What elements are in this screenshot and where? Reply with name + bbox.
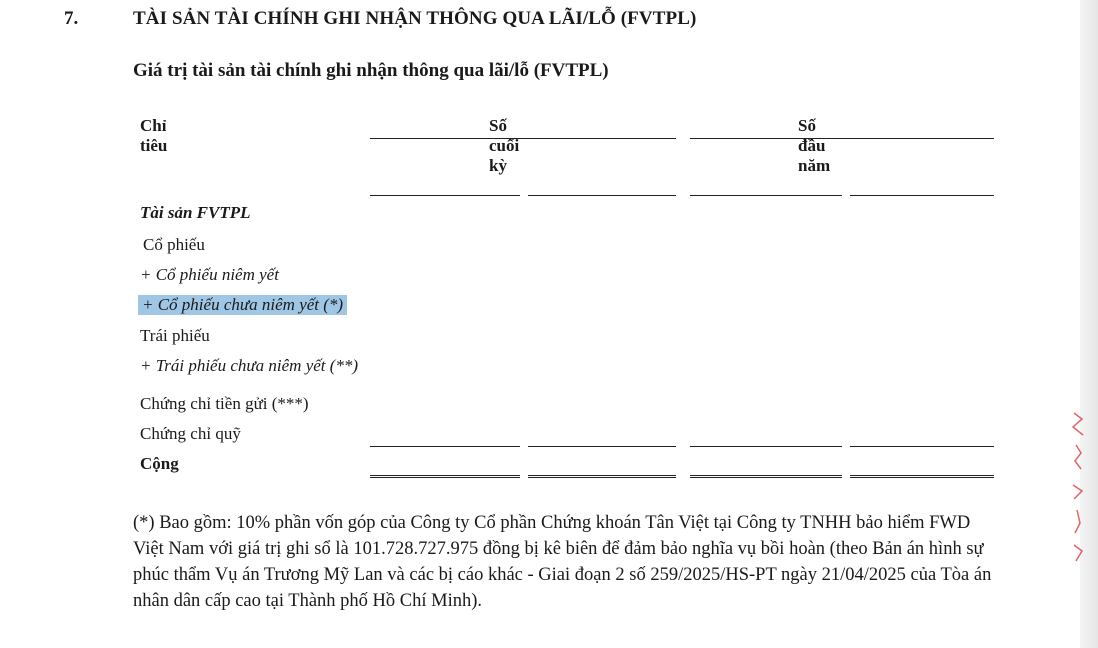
row-label-listed-shares: + Cổ phiếu niêm yết [140, 265, 279, 284]
header-underline [370, 195, 520, 196]
table-subtitle: Giá trị tài sản tài chính ghi nhận thông qua lãi/lỗ (FVTPL) [133, 60, 609, 81]
group-header-end: Số cuối kỳ [489, 116, 520, 175]
header-underline [528, 195, 676, 196]
total-top-rule [370, 446, 520, 447]
row-label-fvtpl: Tài sản FVTPL [140, 203, 251, 222]
row-label-total: Cộng [140, 454, 179, 473]
group-underline [690, 138, 994, 139]
footnote: (*) Bao gồm: 10% phần vốn góp của Công ty Cổ phần Chứng khoán Tân Việt tại Công ty TNHH bảo hiểm FWD Việt Nam với giá trị ghi sổ là 101.728.727.975 đồng bị kê biên để đảm bảo nghĩa vụ bồi hoàn (theo Bản án hình sự phúc thẩm Vụ án Trương Mỹ Lan và các bị cáo khác - Giai đoạn 2 số 259/2025/HS-PT ngày 21/04/2025 của Tòa án nhân dân cấp cao tại Thành phố Hồ Chí Minh). [133, 513, 992, 611]
row-label-unlisted-shares: + Cổ phiếu chưa niêm yết (*) [138, 295, 347, 315]
total-bottom-rule [690, 475, 842, 478]
header-underline [690, 195, 842, 196]
group-underline [370, 138, 676, 139]
total-top-rule [690, 446, 842, 447]
header-underline [850, 195, 994, 196]
section-title: TÀI SẢN TÀI CHÍNH GHI NHẬN THÔNG QUA LÃI/LỖ (FVTPL) [133, 8, 697, 29]
row-label-fund-certificates: Chứng chỉ quỹ [140, 424, 241, 443]
col-header-label: Chỉ tiêu [140, 116, 168, 155]
total-top-rule [850, 446, 994, 447]
total-bottom-rule [850, 475, 994, 478]
row-label-unlisted-bonds: + Trái phiếu chưa niêm yết (**) [140, 356, 359, 375]
stamp-mark-icon [1068, 405, 1088, 575]
row-label-bonds: Trái phiếu [140, 326, 210, 345]
row-label-shares: Cổ phiếu [143, 235, 205, 254]
total-bottom-rule [370, 475, 520, 478]
total-bottom-rule [528, 475, 676, 478]
row-label-deposit-certificates: Chứng chỉ tiền gửi (***) [140, 394, 309, 413]
section-number: 7. [64, 8, 79, 29]
total-top-rule [528, 446, 676, 447]
group-header-start: Số đầu năm [798, 116, 831, 175]
